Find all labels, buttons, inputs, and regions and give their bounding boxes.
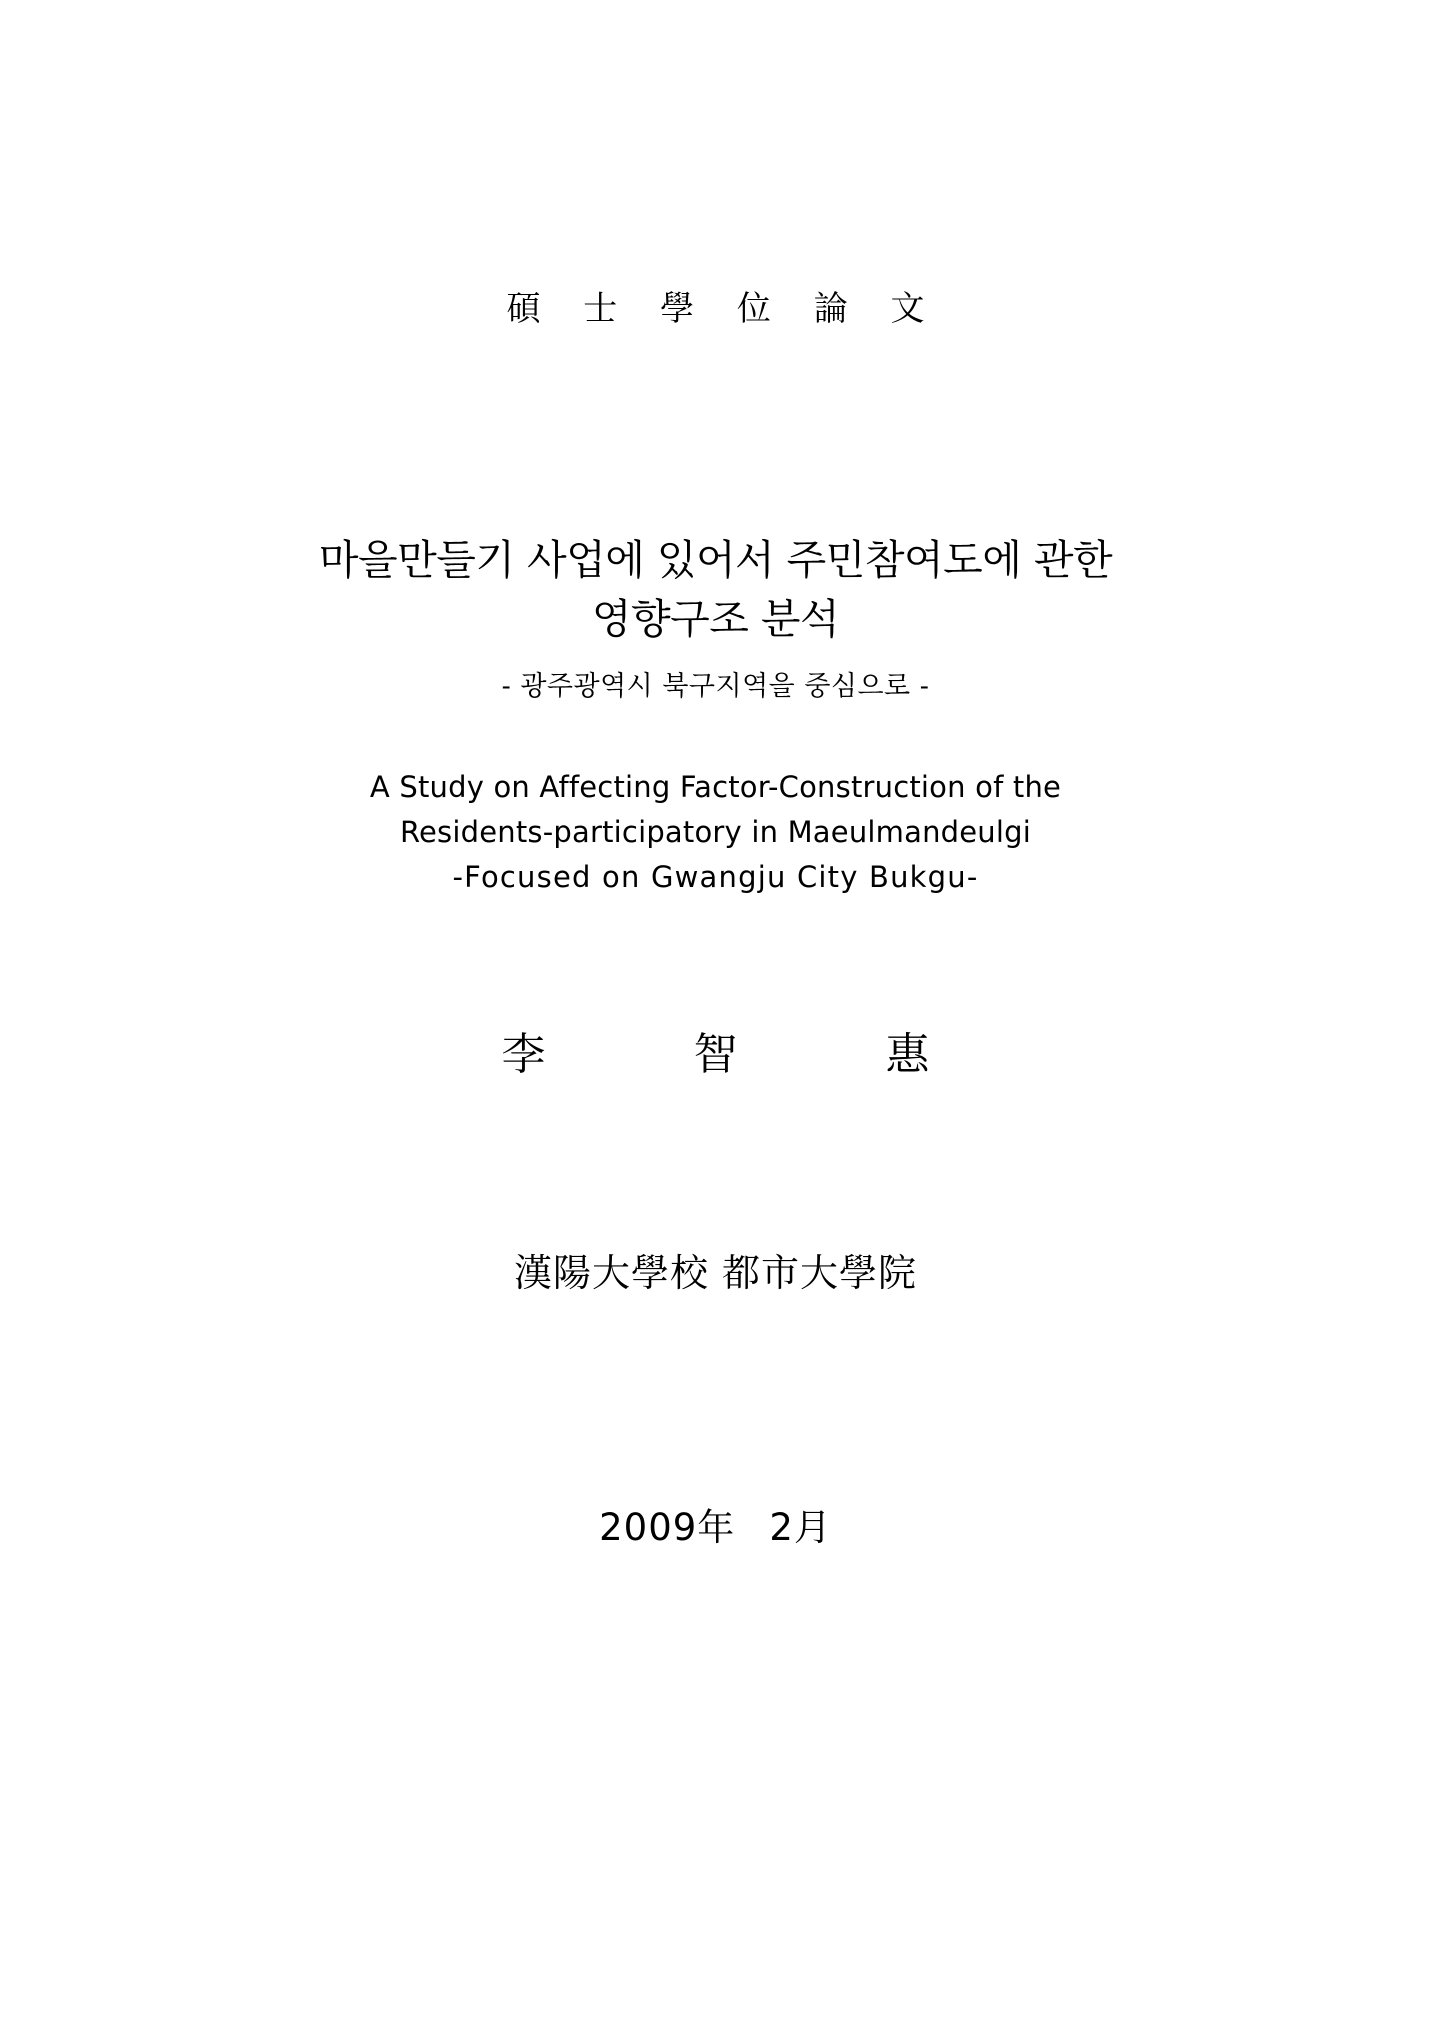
- korean-title-line-2: 영향구조 분석: [591, 595, 840, 644]
- english-title-line-1: A Study on Affecting Factor-Construction of the: [369, 769, 1062, 804]
- english-subtitle: -Focused on Gwangju City Bukgu-: [452, 859, 979, 894]
- author-name: 李 智 惠: [501, 1028, 982, 1080]
- publication-date: [599, 1497, 832, 1551]
- korean-title-line-1: 마을만들기 사업에 있어서 주민참여도에 관한: [318, 536, 1113, 584]
- english-title-block: [186, 765, 1246, 900]
- institution-name: 漢陽大學校 都市大學院: [513, 1250, 918, 1295]
- korean-title-block: [216, 531, 1216, 703]
- document-type-heading: 碩 士 學 位 論 文: [506, 289, 941, 329]
- english-title-line-2: Residents-participatory in Maeulmandeulgi: [399, 814, 1032, 849]
- korean-subtitle: - 광주광역시 북구지역을 중심으로 -: [501, 670, 930, 702]
- publication-month: 2月: [769, 1505, 832, 1549]
- publication-year: 2009年: [599, 1505, 736, 1549]
